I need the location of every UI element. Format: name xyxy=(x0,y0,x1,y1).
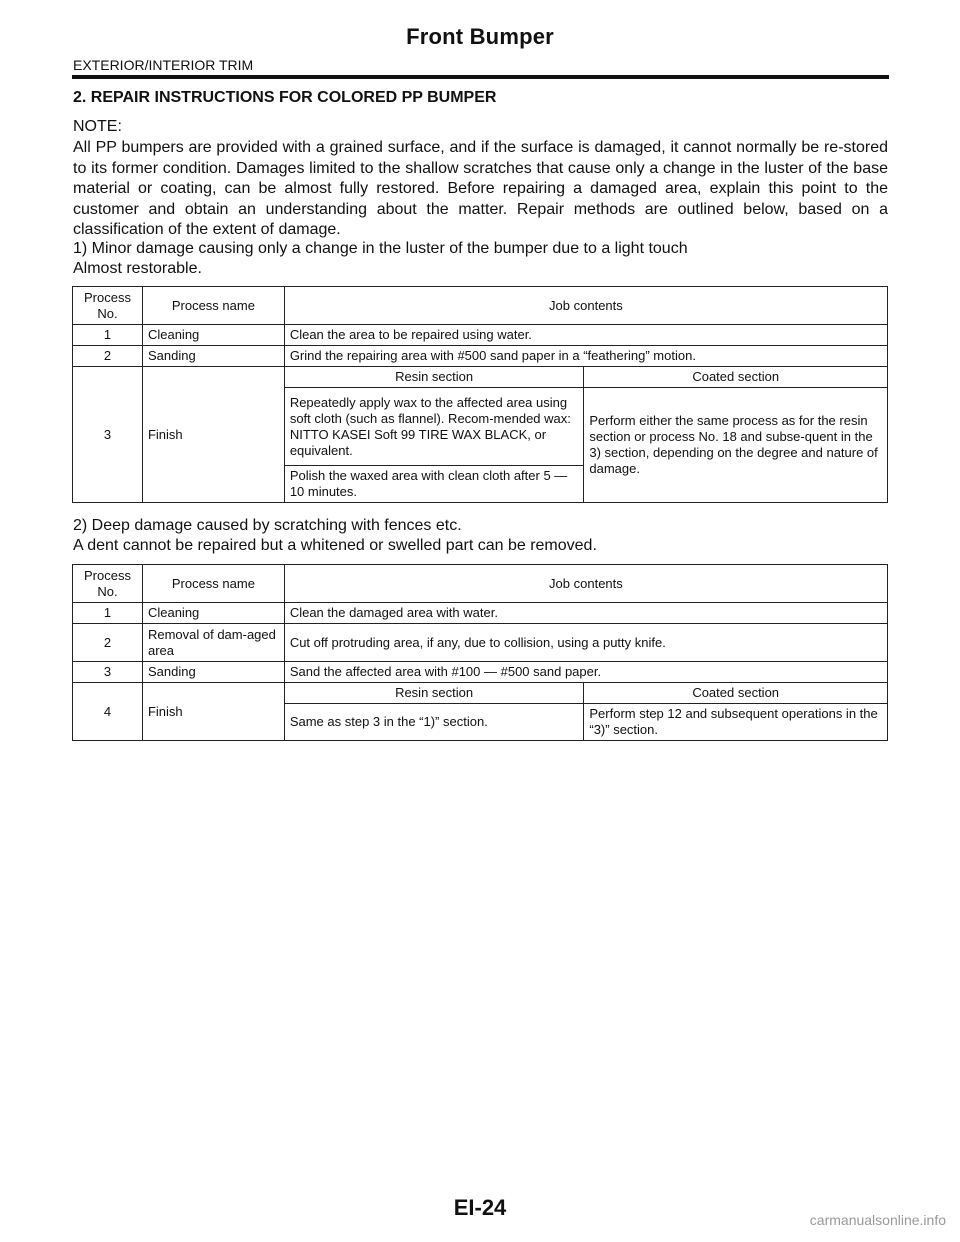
table-row xyxy=(73,603,888,624)
resin-step-polish: Polish the waxed area with clean cloth after 5 — 10 minutes. xyxy=(284,466,584,503)
process-name: Sanding xyxy=(142,662,284,683)
header-job-contents: Job contents xyxy=(284,287,887,325)
process-no: 2 xyxy=(73,624,143,662)
process-name: Finish xyxy=(142,367,284,503)
coated-section-header: Coated section xyxy=(584,367,888,388)
process-no: 2 xyxy=(73,346,143,367)
process-no: 1 xyxy=(73,325,143,346)
section-header: EXTERIOR/INTERIOR TRIM xyxy=(73,57,254,73)
job-contents: Clean the area to be repaired using water. xyxy=(284,325,887,346)
table-row xyxy=(73,683,888,704)
process-no: 3 xyxy=(73,367,143,503)
section-heading: 2. REPAIR INSTRUCTIONS FOR COLORED PP BUMPER xyxy=(73,89,497,106)
coated-section-text: Perform step 12 and subsequent operations in the “3)” section. xyxy=(584,704,888,741)
table-deep-damage xyxy=(72,564,888,741)
step1-title: 1) Minor damage causing only a change in the luster of the bumper due to a light touch xyxy=(73,240,688,257)
header-process-name: Process name xyxy=(142,287,284,325)
step2-subtitle: A dent cannot be repaired but a whitened or swelled part can be removed. xyxy=(73,537,597,554)
table-row xyxy=(73,346,888,367)
table-row xyxy=(73,325,888,346)
resin-section-header: Resin section xyxy=(284,367,584,388)
process-name: Cleaning xyxy=(142,325,284,346)
table-header-row xyxy=(73,565,888,603)
resin-section-text: Same as step 3 in the “1)” section. xyxy=(284,704,584,741)
page-title: Front Bumper xyxy=(406,24,554,49)
process-name: Sanding xyxy=(142,346,284,367)
process-no: 3 xyxy=(73,662,143,683)
step1-subtitle: Almost restorable. xyxy=(73,260,202,277)
job-contents: Grind the repairing area with #500 sand paper in a “feathering” motion. xyxy=(284,346,887,367)
process-no: 4 xyxy=(73,683,143,741)
table-row xyxy=(73,624,888,662)
resin-section-header: Resin section xyxy=(284,683,584,704)
process-name: Finish xyxy=(142,683,284,741)
coated-section-header: Coated section xyxy=(584,683,888,704)
resin-step-wax: Repeatedly apply wax to the affected area using soft cloth (such as flannel). Recom-mended wax: NITTO KASEI Soft 99 TIRE WAX BLACK, or equivalent. xyxy=(284,388,584,466)
table-row xyxy=(73,662,888,683)
step2-title: 2) Deep damage caused by scratching with fences etc. xyxy=(73,517,462,534)
table-minor-damage xyxy=(72,286,888,503)
note-body: All PP bumpers are provided with a grained surface, and if the surface is damaged, it cannot normally be re-stored to its former condition. Damages limited to the shallow scratches that cause only a change in the luster of the base material or coating, can be almost fully restored. Before repairing a damaged area, explain this point to the customer and obtain an understanding about the matter. Repair methods are outlined below, based on a classification of the extent of damage. xyxy=(73,139,888,239)
page-number: EI-24 xyxy=(453,1195,507,1220)
header-divider xyxy=(72,75,889,79)
job-contents: Cut off protruding area, if any, due to collision, using a putty knife. xyxy=(284,624,887,662)
coated-section-text: Perform either the same process as for the resin section or process No. 18 and subse-quent in the 3) section, depending on the degree and nature of damage. xyxy=(584,388,888,503)
note-label: NOTE: xyxy=(73,118,122,135)
job-contents: Clean the damaged area with water. xyxy=(284,603,887,624)
header-process-no: Process No. xyxy=(73,565,143,603)
table-header-row xyxy=(73,287,888,325)
process-name: Cleaning xyxy=(142,603,284,624)
job-contents: Sand the affected area with #100 — #500 sand paper. xyxy=(284,662,887,683)
table-row xyxy=(73,367,888,388)
process-name: Removal of dam-aged area xyxy=(142,624,284,662)
header-process-no: Process No. xyxy=(73,287,143,325)
header-job-contents: Job contents xyxy=(284,565,887,603)
watermark: carmanualsonline.info xyxy=(809,1212,946,1228)
process-no: 1 xyxy=(73,603,143,624)
header-process-name: Process name xyxy=(142,565,284,603)
